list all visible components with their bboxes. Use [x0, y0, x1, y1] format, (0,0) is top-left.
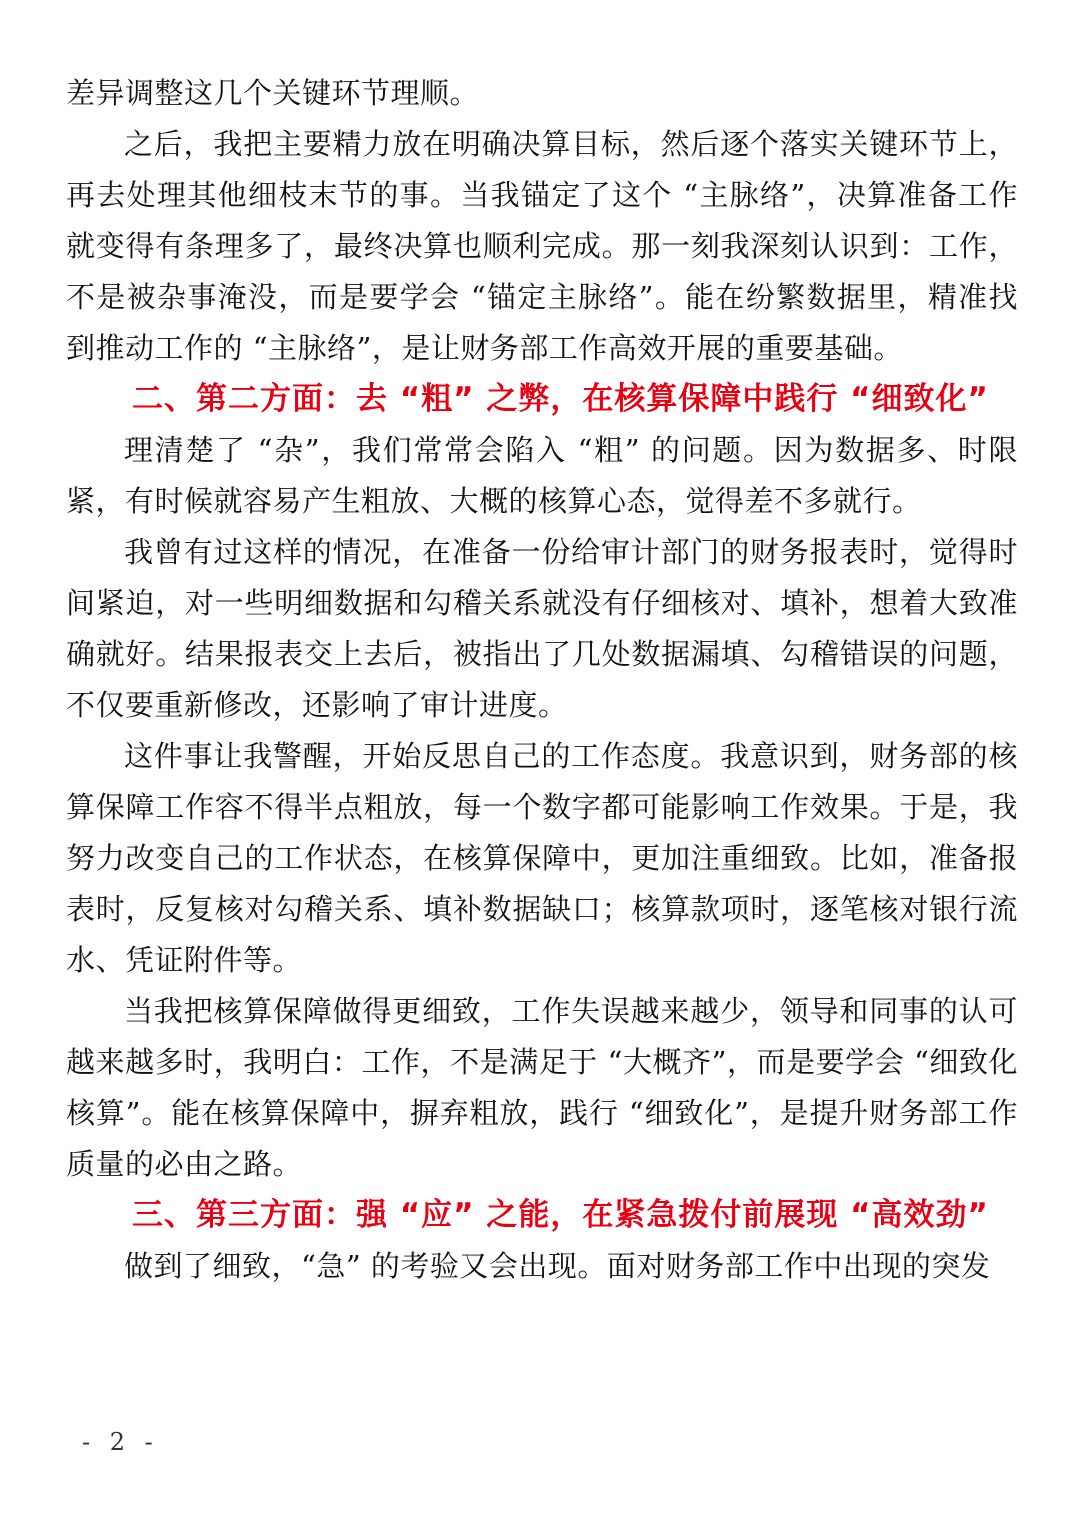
paragraph-conclusion: 当我把核算保障做得更细致，工作失误越来越少，领导和同事的认可越来越多时，我明白：工作，不是满足于 “大概齐”，而是要学会 “细致化核算”。能在核算保障中，摒弃粗放，践行 “细致化”，是提升财务部工作质量的必由之路。 — [66, 994, 1018, 1181]
page-number: - 2 - — [82, 1428, 159, 1456]
section-heading-3: 三、第三方面：强 “应” 之能，在紧急拨付前展现 “高效劲” — [132, 1197, 989, 1233]
paragraph-audit-report: 我曾有过这样的情况，在准备一份给审计部门的财务报表时，觉得时间紧迫，对一些明细数据和勾稽关系就没有仔细核对、填补，想着大致准确就好。结果报表交上去后，被指出了几处数据漏填、勾稽错误的问题，不仅要重新修改，还影响了审计进度。 — [66, 535, 1018, 722]
paragraph-continued: 差异调整这几个关键环节理顺。 — [66, 76, 480, 110]
paragraph-rough-intro: 理清楚了 “杂”，我们常常会陷入 “粗” 的问题。因为数据多、时限紧，有时候就容易产生粗放、大概的核算心态，觉得差不多就行。 — [66, 433, 1018, 518]
paragraph-main-thread: 之后，我把主要精力放在明确决算目标，然后逐个落实关键环节上，再去处理其他细枝末节的事。当我锚定了这个 “主脉络”，决算准备工作就变得有条理多了，最终决算也顺利完成。那一刻我深刻认识到：工作，不是被杂事淹没，而是要学会 “锚定主脉络”。能在纷繁数据里，精准找到推动工作的 “主脉络”，是让财务部工作高效开展的重要基础。 — [66, 127, 1018, 365]
paragraph-reflection: 这件事让我警醒，开始反思自己的工作态度。我意识到，财务部的核算保障工作容不得半点粗放，每一个数字都可能影响工作效果。于是，我努力改变自己的工作状态，在核算保障中，更加注重细致。比如，准备报表时，反复核对勾稽关系、填补数据缺口；核算款项时，逐笔核对银行流水、凭证附件等。 — [66, 739, 1018, 977]
paragraph-urgent-intro: 做到了细致，“急” 的考验又会出现。面对财务部工作中出现的突发 — [124, 1249, 991, 1283]
document-body — [66, 68, 1018, 1292]
section-heading-2: 二、第二方面：去 “粗” 之弊，在核算保障中践行 “细致化” — [132, 381, 989, 417]
